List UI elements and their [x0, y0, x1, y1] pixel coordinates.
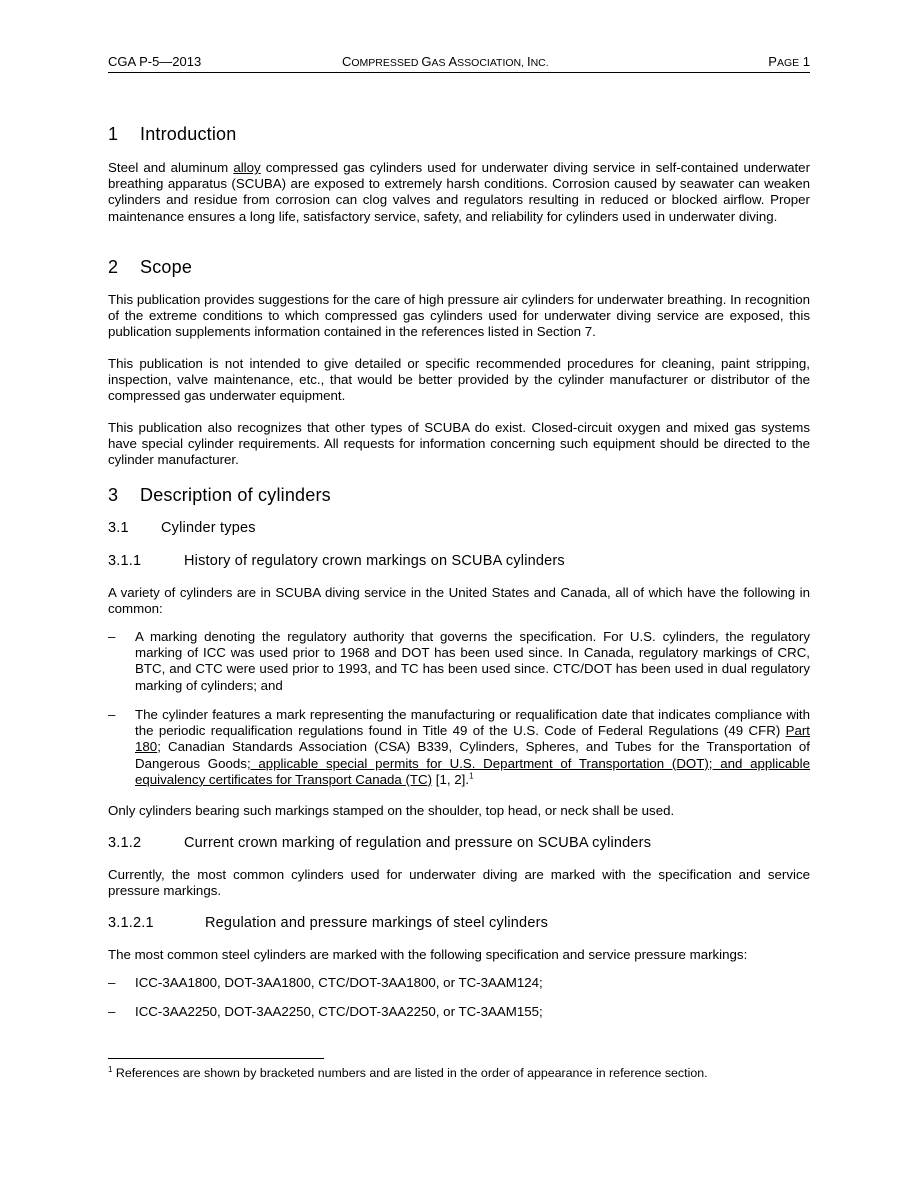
dash-bullet: –	[108, 975, 116, 990]
section-3-1-2-1-heading: 3.1.2.1 Regulation and pressure markings of steel cylinders	[108, 915, 549, 931]
footnote-divider	[108, 1058, 324, 1059]
dash-bullet: –	[108, 629, 116, 644]
section-2-heading: 2 Scope	[108, 257, 193, 277]
footnote-ref[interactable]: 1	[469, 771, 474, 781]
section-3-1-2-heading: 3.1.2 Current crown marking of regulation and pressure on SCUBA cylinders	[108, 835, 652, 851]
scope-paragraph-2: This publication is not intended to give detailed or specific recommended procedures for cleaning, paint stripping, inspection, valve maintenance, etc., that would be better provided by the cylinder manufacturer or distributor of the compressed gas underwater equipment.	[108, 356, 810, 404]
list-item-text: ICC-3AA2250, DOT-3AA2250, CTC/DOT-3AA2250, or TC-3AAM155;	[135, 1004, 543, 1019]
list-item-text: The cylinder features a mark representing the manufacturing or requalification date that indicates compliance with the periodic requalification regulations found in Title 49 of the U.S. Code of Federal Regulations (49 CFR) Part 180; Canadian Standards Association (CSA) B339, Cylinders, Spheres, and Tubes for the Transportation of Dangerous Goods; applicable special permits for U.S. Department of Transportation (DOT); and applicable equivalency certificates for Transport Canada (TC) [1, 2].$^1$	[135, 707, 811, 787]
part-180-link[interactable]: Part 180	[135, 723, 810, 755]
list-item	[108, 707, 810, 788]
alloy-link[interactable]: alloy	[233, 160, 261, 175]
section-3-heading: 3 Description of cylinders	[108, 485, 331, 505]
list-item-text: ICC-3AA1800, DOT-3AA1800, CTC/DOT-3AA1800, or TC-3AAM124;	[135, 975, 543, 990]
scope-paragraph-3: This publication also recognizes that other types of SCUBA do exist. Closed-circuit oxygen and mixed gas systems have special cylinder requirements. All requests for information concerning such equipment should be directed to the cylinder manufacturer.	[108, 420, 810, 468]
section-3-1-2-paragraph: Currently, the most common cylinders used for underwater diving are marked with the specification and service pressure markings.	[108, 867, 810, 899]
list-item	[108, 629, 810, 694]
section-3-1-heading: 3.1 Cylinder types	[108, 520, 256, 536]
section-3-1-1-paragraph: A variety of cylinders are in SCUBA diving service in the United States and Canada, all of which have the following in common:	[108, 585, 810, 617]
section-1-heading: 1 Introduction	[108, 124, 237, 144]
header-organization: COMPRESSED GAS ASSOCIATION, INC.	[342, 54, 549, 69]
list-item	[108, 1004, 810, 1020]
section-3-1-1-heading: 3.1.1 History of regulatory crown markings on SCUBA cylinders	[108, 553, 565, 569]
special-permits-link[interactable]: ; applicable special permits for U.S. Department of Transportation (DOT); and applicable equivalency certificates for Transport Canada (TC)	[135, 755, 811, 787]
list-item-text: A marking denoting the regulatory authority that governs the specification. For U.S. cylinders, the regulatory marking of ICC was used prior to 1968 and DOT has been used since. In Canada, regulatory markings of CRC, BTC, and CTC were used prior to 1993, and TC has been used since. CTC/DOT has been used in dual regulatory marking of cylinders; and	[135, 629, 810, 693]
header-doc-id: CGA P-5—2013	[108, 54, 202, 69]
running-header	[108, 54, 810, 73]
section-3-1-2-1-paragraph: The most common steel cylinders are marked with the following specification and service pressure markings:	[108, 947, 748, 962]
scope-paragraph-1: This publication provides suggestions for the care of high pressure air cylinders for underwater breathing. In recognition of the extreme conditions to which compressed gas cylinders used for underwater diving service are exposed, this publication supplements information contained in the references listed in Section 7.	[108, 292, 810, 340]
header-page-number: PAGE 1	[768, 54, 810, 69]
list-item	[108, 975, 810, 991]
dash-bullet: –	[108, 1004, 116, 1019]
dash-bullet: –	[108, 707, 116, 722]
footnote: $^1$ References are shown by bracketed numbers and are listed in the order of appearance in reference section.	[108, 1064, 708, 1080]
section-1-paragraph: Steel and aluminum alloy compressed gas cylinders used for underwater diving service in self-contained underwater breathing apparatus (SCUBA) are exposed to extremely harsh conditions. Corrosion caused by seawater can weaken cylinders and residue from corrosion can clog valves and regulators resulting in reduced or blocked airflow. Proper maintenance ensures a long life, satisfactory service, safety, and reliability for cylinders used in underwater diving.	[108, 160, 810, 224]
markings-note: Only cylinders bearing such markings stamped on the shoulder, top head, or neck shall be used.	[108, 803, 675, 818]
